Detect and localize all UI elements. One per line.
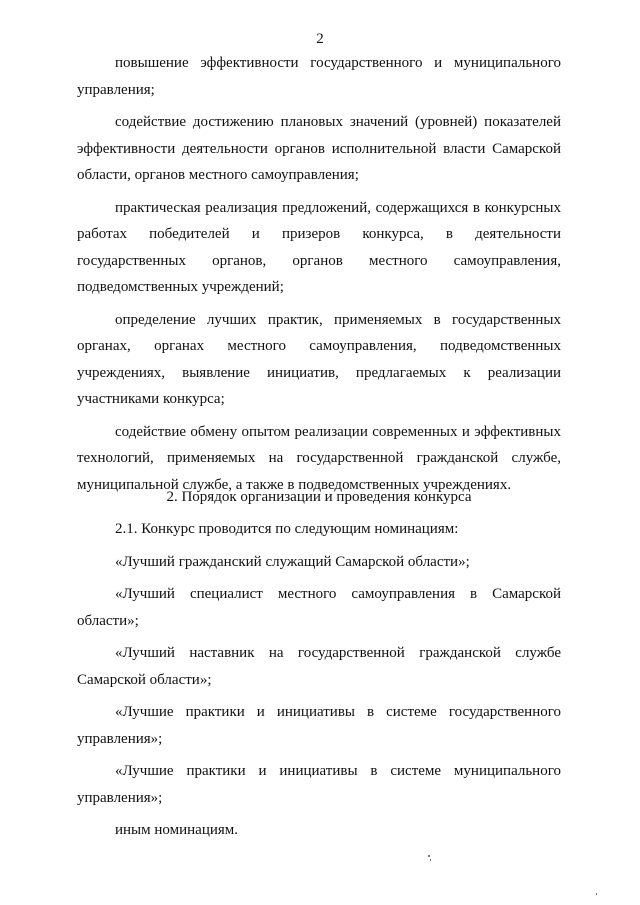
goal-paragraph: содействие достижению плановых значений (уровней) показателей эффективности деятельности органов исполнительной власти Самарской области, органов местного самоуправления;	[77, 114, 561, 183]
scan-artifact	[596, 893, 597, 895]
goal-paragraph: определение лучших практик, применяемых в государственных органах, органах местного самоуправления, подведомственных учреждениях, выявление инициатив, предлагаемых к реализации участниками конкурса;	[77, 311, 561, 407]
section-heading: 2. Порядок организации и проведения конкурса	[166, 489, 472, 505]
nomination-item: «Лучшие практики и инициативы в системе муниципального управления»;	[77, 763, 561, 806]
nomination-item: «Лучший гражданский служащий Самарской области»;	[115, 553, 470, 570]
nomination-item: «Лучший специалист местного самоуправления в Самарской области»;	[77, 586, 561, 629]
goals-list	[77, 50, 561, 504]
goal-paragraph: практическая реализация предложений, содержащихся в конкурсных работах победителей и призеров конкурса, в деятельности государственных органов, органов местного самоуправления, подведомственных учреждений;	[77, 199, 561, 295]
scan-artifact	[428, 855, 430, 857]
nomination-item: «Лучшие практики и инициативы в системе государственного управления»;	[77, 704, 561, 747]
nomination-item: иным номинациям.	[115, 822, 239, 838]
nominations-list	[77, 516, 561, 850]
goal-paragraph: содействие обмену опытом реализации современных и эффективных технологий, применяемых на государственной гражданской службе, муниципальной службе, а также в подведомственных учреждениях.	[77, 423, 561, 493]
scan-artifact	[430, 859, 431, 861]
nominations-intro: 2.1. Конкурс проводится по следующим номинациям:	[115, 521, 459, 537]
nomination-item: «Лучший наставник на государственной гражданской службе Самарской области»;	[77, 645, 561, 688]
page-number: 2	[316, 31, 324, 47]
goal-paragraph: повышение эффективности государственного и муниципального управления;	[77, 55, 561, 98]
